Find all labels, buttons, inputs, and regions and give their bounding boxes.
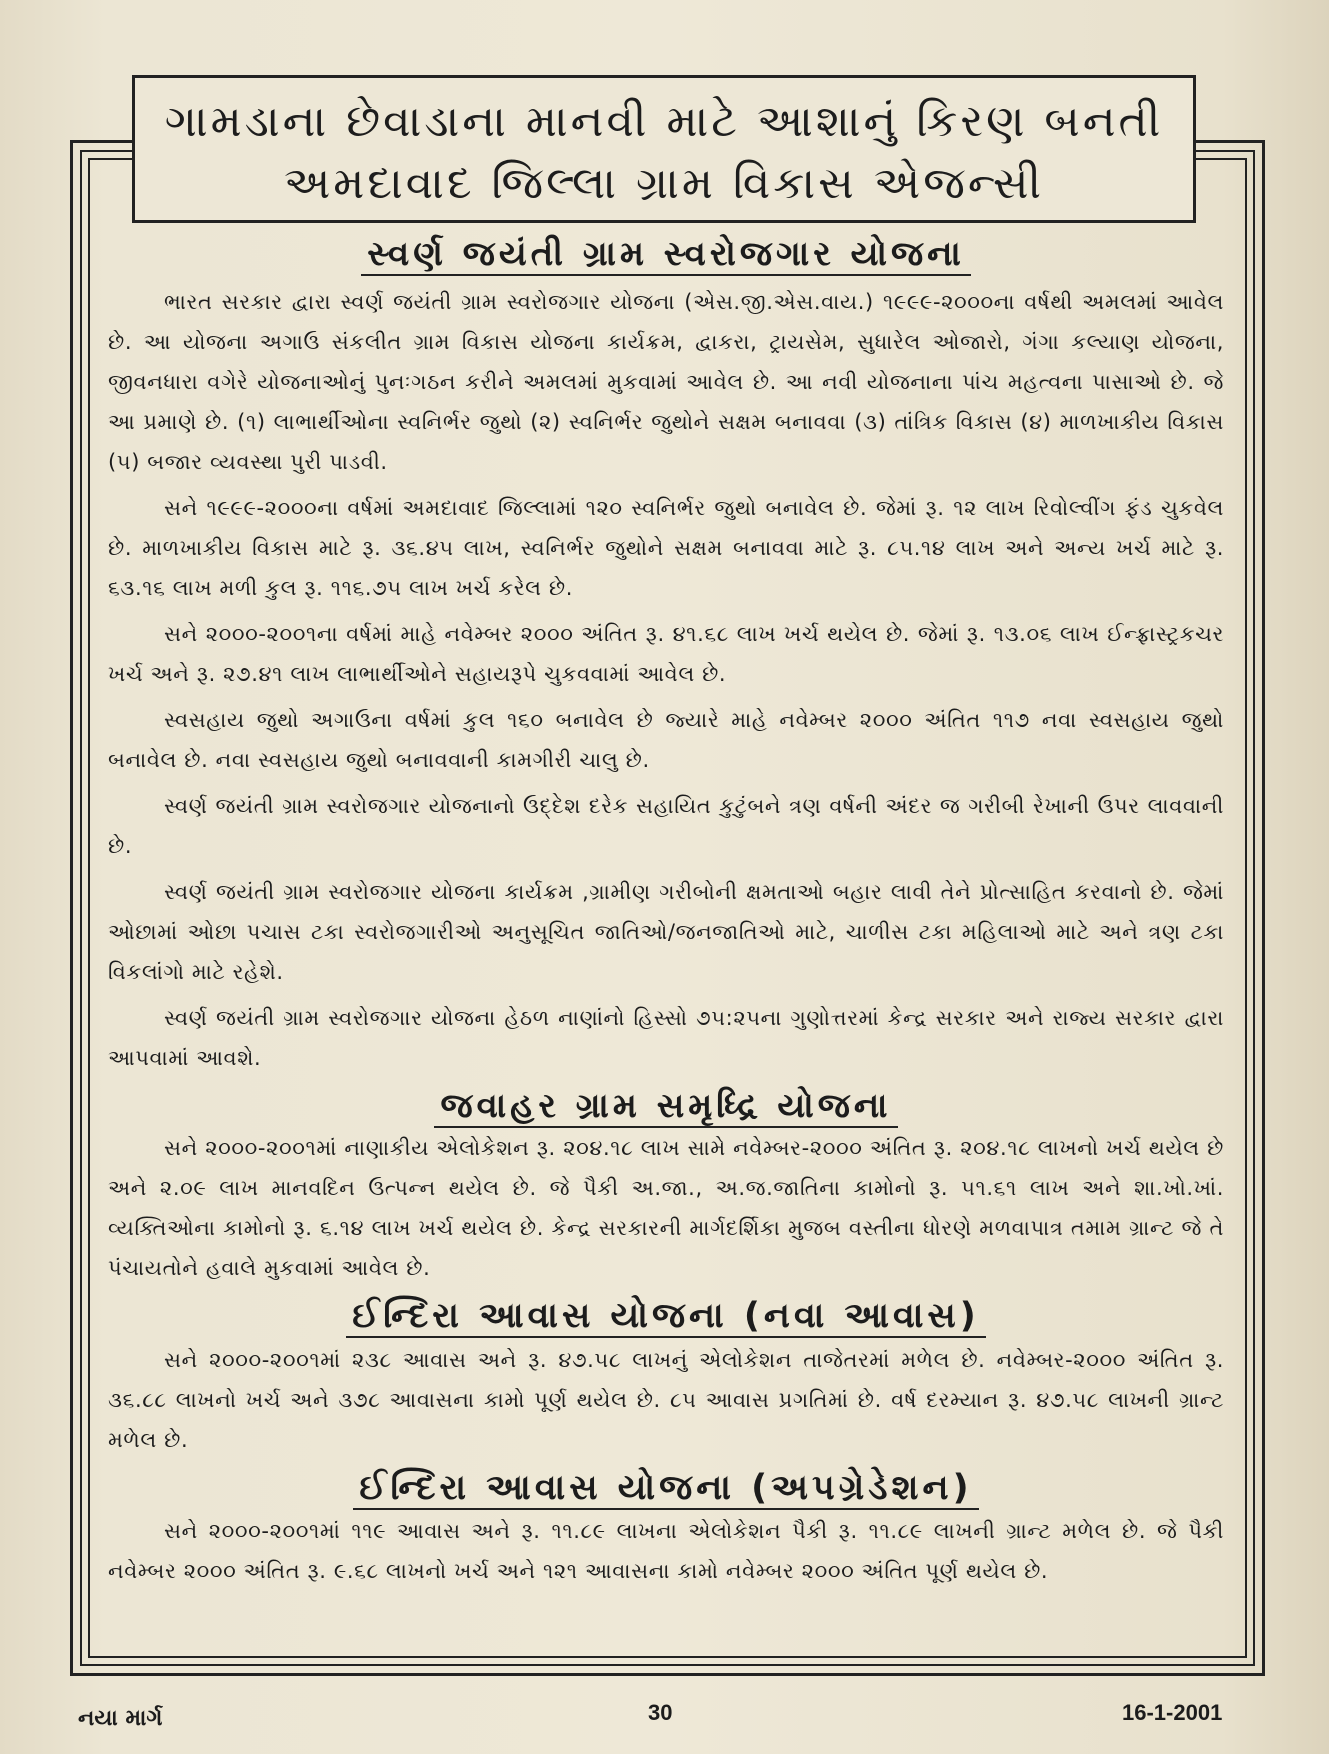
- paragraph: સ્વર્ણ જયંતી ગ્રામ સ્વરોજગાર યોજનાનો ઉદ્દેશ દરેક સહાયિત કુટુંબને ત્રણ વર્ષની અંદર જ ગરીબી રેખાની ઉપર લાવવાની છે.: [108, 794, 1224, 859]
- paragraph: સ્વર્ણ જયંતી ગ્રામ સ્વરોજગાર યોજના કાર્યક્રમ ,ગ્રામીણ ગરીબોની ક્ષમતાઓ બહાર લાવી તેને પ્રોત્સાહિત કરવાનો છે. જેમાં ઓછામાં ઓછા પચાસ ટકા સ્વરોજગારીઓ અનુસૂચિત જાતિઓ/જનજાતિઓ માટે, ચાળીસ ટકા મહિલાઓ માટે અને ત્રણ ટકા વિકલાંગો માટે રહેશે.: [108, 880, 1225, 985]
- header-title-line1: ગામડાના છેવાડાના માનવી માટે આશાનું કિરણ બનતી: [164, 96, 1164, 147]
- header-title-line2: અમદાવાદ જિલ્લા ગ્રામ વિકાસ એજન્સી: [283, 158, 1045, 209]
- header-box: [132, 75, 1196, 223]
- paragraph: સને ૨૦૦૦-૨૦૦૧ના વર્ષમાં માહે નવેમ્બર ૨૦૦૦ અંતિત રૂ. ૪૧.૬૮ લાખ ખર્ચ થયેલ છે. જેમાં રૂ. ૧૩.૦૬ લાખ ઈન્ફ્રાસ્ટ્રકચર ખર્ચ અને રૂ. ૨૭.૪૧ લાખ લાભાર્થીઓને સહાયરૂપે ચુકવવામાં આવેલ છે.: [108, 622, 1224, 687]
- paragraph: સને ૨૦૦૦-૨૦૦૧માં ૧૧૯ આવાસ અને રૂ. ૧૧.૮૯ લાખના એલોકેશન પૈકી રૂ. ૧૧.૮૯ લાખની ગ્રાન્ટ મળેલ છે. જે પૈકી નવેમ્બર ૨૦૦૦ અંતિત રૂ. ૯.૬૮ લાખનો ખર્ચ અને ૧૨૧ આવાસના કામો નવેમ્બર ૨૦૦૦ અંતિત પૂર્ણ થયેલ છે.: [108, 1519, 1224, 1584]
- section-title-indira-new: ઈન્દિરા આવાસ યોજના (નવા આવાસ): [108, 1294, 1224, 1340]
- magazine-name: નયા માર્ગ: [78, 1706, 163, 1731]
- section-title-indira-upgradation: ઈન્દિરા આવાસ યોજના (અપગ્રેડેશન): [108, 1466, 1224, 1512]
- article-body: [108, 232, 1224, 1591]
- section-title-swarna-jayanti: સ્વર્ણ જયંતી ગ્રામ સ્વરોજગાર યોજના: [108, 232, 1224, 276]
- paragraph: સને ૧૯૯૯-૨૦૦૦ના વર્ષમાં અમદાવાદ જિલ્લામાં ૧૨૦ સ્વનિર્ભર જુથો બનાવેલ છે. જેમાં રૂ. ૧૨ લાખ રિવોલ્વીંગ ફંડ ચુકવેલ છે. માળખાકીય વિકાસ માટે રૂ. ૩૬.૪૫ લાખ, સ્વનિર્ભર જુથોને સક્ષમ બનાવવા માટે રૂ. ૮૫.૧૪ લાખ અને અન્ય ખર્ચ માટે રૂ. ૬૩.૧૬ લાખ મળી કુલ રૂ. ૧૧૬.૭૫ લાખ ખર્ચ કરેલ છે.: [108, 496, 1224, 601]
- page-number: 30: [648, 1700, 673, 1725]
- paragraph: સ્વર્ણ જયંતી ગ્રામ સ્વરોજગાર યોજના હેઠળ નાણાંનો હિસ્સો ૭૫:૨૫ના ગુણોત્તરમાં કેન્દ્ર સરકાર અને રાજ્ય સરકાર દ્વારા આપવામાં આવશે.: [108, 1006, 1224, 1071]
- issue-date: 16-1-2001: [1122, 1700, 1223, 1725]
- paragraph: સ્વસહાય જુથો અગાઉના વર્ષમાં કુલ ૧૬૦ બનાવેલ છે જ્યારે માહે નવેમ્બર ૨૦૦૦ અંતિત ૧૧૭ નવા સ્વસહાય જુથો બનાવેલ છે. નવા સ્વસહાય જુથો બનાવવાની કામગીરી ચાલુ છે.: [108, 708, 1224, 773]
- paragraph: સને ૨૦૦૦-૨૦૦૧માં નાણાકીય એલોકેશન રૂ. ૨૦૪.૧૮ લાખ સામે નવેમ્બર-૨૦૦૦ અંતિત રૂ. ૨૦૪.૧૮ લાખનો ખર્ચ થયેલ છે અને ૨.૦૯ લાખ માનવદિન ઉત્પન્ન થયેલ છે. જે પૈકી અ.જા., અ.જ.જાતિના કામોનો રૂ. ૫૧.૬૧ લાખ અને શા.ખો.ખાં. વ્યક્તિઓના કામોનો રૂ. ૬.૧૪ લાખ ખર્ચ થયેલ છે. કેન્દ્ર સરકારની માર્ગદર્શિકા મુજબ વસ્તીના ધોરણે મળવાપાત્ર તમામ ગ્રાન્ટ જે તે પંચાયતોને હવાલે મુકવામાં આવેલ છે.: [108, 1136, 1224, 1281]
- section-title-jawahar: જવાહર ગ્રામ સમૃધ્દ્રિ યોજના: [108, 1084, 1224, 1128]
- paragraph: સને ૨૦૦૦-૨૦૦૧માં ૨૩૮ આવાસ અને રૂ. ૪૭.૫૮ લાખનું એલોકેશન તાજેતરમાં મળેલ છે. નવેમ્બર-૨૦૦૦ અંતિત રૂ. ૩૬.૮૮ લાખનો ખર્ચ અને ૩૭૮ આવાસના કામો પૂર્ણ થયેલ છે. ૮૫ આવાસ પ્રગતિમાં છે. વર્ષ દરમ્યાન રૂ. ૪૭.૫૮ લાખની ગ્રાન્ટ મળેલ છે.: [108, 1347, 1224, 1452]
- paragraph: ભારત સરકાર દ્વારા સ્વર્ણ જયંતી ગ્રામ સ્વરોજગાર યોજના (એસ.જી.એસ.વાય.) ૧૯૯૯-૨૦૦૦ના વર્ષથી અમલમાં આવેલ છે. આ યોજના અગાઉ સંકલીત ગ્રામ વિકાસ યોજના કાર્યક્રમ, દ્વાકરા, ટ્રાયસેમ, સુધારેલ ઓજારો, ગંગા કલ્યાણ યોજના, જીવનધારા વગેરે યોજનાઓનું પુનઃગઠન કરીને અમલમાં મુકવામાં આવેલ છે. આ નવી યોજનાના પાંચ મહત્વના પાસાઓ છે. જે આ પ્રમાણે છે. (૧) લાભાર્થીઓના સ્વનિર્ભર જુથો (૨) સ્વનિર્ભર જુથોને સક્ષમ બનાવવા (૩) તાંત્રિક વિકાસ (૪) માળખાકીય વિકાસ (૫) બજાર વ્યવસ્થા પુરી પાડવી.: [108, 290, 1224, 475]
